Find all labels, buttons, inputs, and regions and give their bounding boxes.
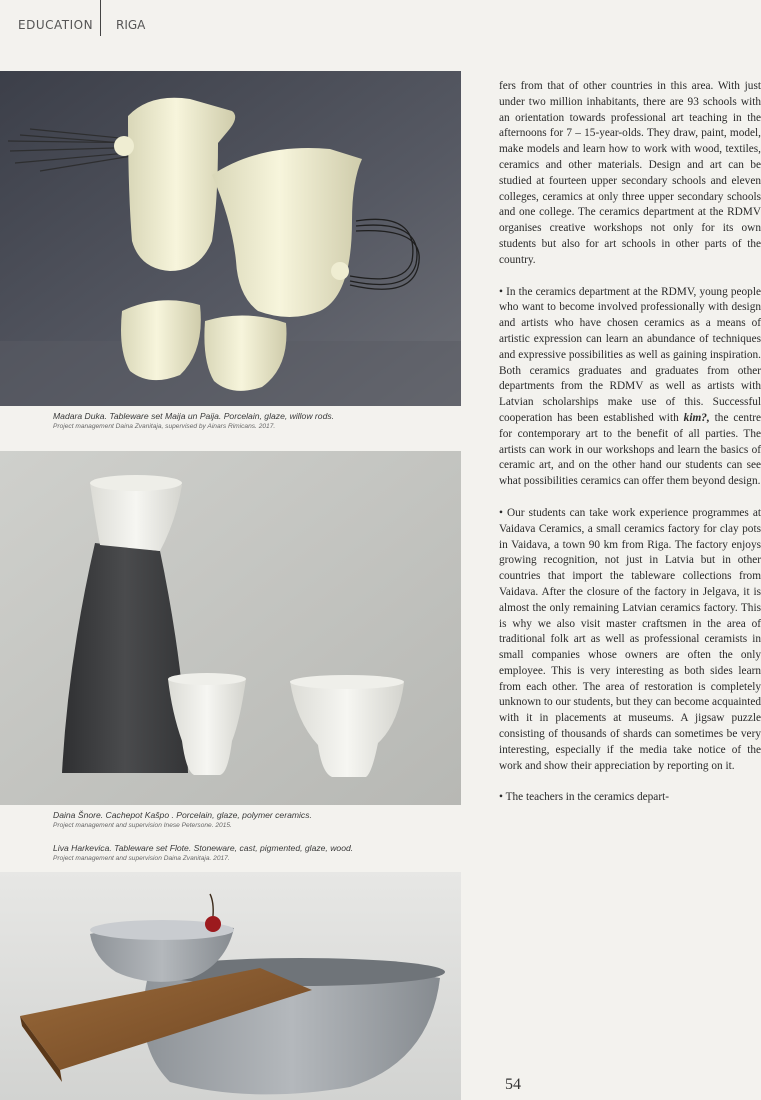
header-section-label: EDUCATION <box>18 18 94 32</box>
paragraph: • The teachers in the ceramics depart- <box>499 791 669 804</box>
photo-tableware-flote <box>0 872 461 1100</box>
caption-author: Daina Šnore <box>53 810 101 820</box>
paragraph: • In the ceramics department at the RDMV, young people who want to become involved professionally with design and artists who have chosen ceramics as a means of artistic expression can learn an abundance of techniques and expressive possibilities as well as gaining inspiration. Both ceramics graduates and graduates from other departments from the RDMV as well as artists with Latvian scholarships make use of this. Successful cooperation has been established with kim?, the centre for contemporary art to the benefit of all parties. The artists can work in our workshops and learn the basics of ceramic art, and on the other hand our students can see what possibilities ceramics can offer them beyond design. <box>499 285 761 488</box>
caption-credit: Project management and supervision Daina Zvanitaja. 2017. <box>53 855 230 862</box>
page-number: 54 <box>505 1076 521 1093</box>
paragraph: • Our students can take work experience programmes at Vaidava Ceramics, a small ceramics factory for clay pots in Vaidava, a town 90 km from Riga. The factory enjoys growing recognition, not just in Latvia but in other countries that import the tableware collections from Vaidava. After the closure of the factory in Jelgava, it is almost the only remaining Latvian ceramics factory. This is why we also visit master craftsmen in the area of traditional folk art as well as professional ceramists in small companies whose owners are often the only employee. This is very interesting as both sides learn from each other. The area of restoration is completely unknown to our students, but they can become acquainted with it in placements at museums. A jigsaw puzzle consisting of thousands of shards can sometimes be very interesting, especially if the media take notice of the work and show their appreciation by reporting on it. <box>499 506 761 772</box>
header-city-label: RIGA <box>116 18 146 32</box>
caption-credit: Project management and supervision Inese Petersone. 2015. <box>53 822 232 829</box>
caption-author: Madara Duka <box>53 411 105 421</box>
caption-author: Liva Harkevica <box>53 843 110 853</box>
article-text-column <box>499 79 761 822</box>
caption-2 <box>53 809 453 831</box>
caption-description: . Cachepot Kašpo . Porcelain, glaze, polymer ceramics. <box>100 810 312 820</box>
caption-description: . Tableware set Flote. Stoneware, cast, pigmented, glaze, wood. <box>109 843 354 853</box>
emphasis-kim: kim?, <box>683 411 710 424</box>
caption-credit: Project management Daina Zvanitaja, supervised by Ainars Rimicans. 2017. <box>53 423 276 430</box>
caption-description: . Tableware set Maija un Paija. Porcelain, glaze, willow rods. <box>104 411 335 421</box>
photo-tableware-maija-un-paija <box>0 71 461 406</box>
photo-cachepot-kaspo <box>0 451 461 805</box>
paragraph: fers from that of other countries in this area. With just under two million inhabitants, there are 93 schools with an orientation towards professional art teaching in the afternoons for 7 – 15-year-olds. They draw, paint, model, make models and learn how to work with wood, textiles, ceramics and other materials. Design and art can be studied at fourteen upper secondary schools and eleven colleges, ceramics at only three upper secondary schools and one college. The ceramics department at the RDMV organises creative workshops not only for its own students but also for art schools in other parts of the country. <box>499 80 761 266</box>
running-header <box>0 0 754 50</box>
header-divider <box>100 0 101 36</box>
caption-3 <box>53 842 453 864</box>
caption-1 <box>53 410 453 432</box>
